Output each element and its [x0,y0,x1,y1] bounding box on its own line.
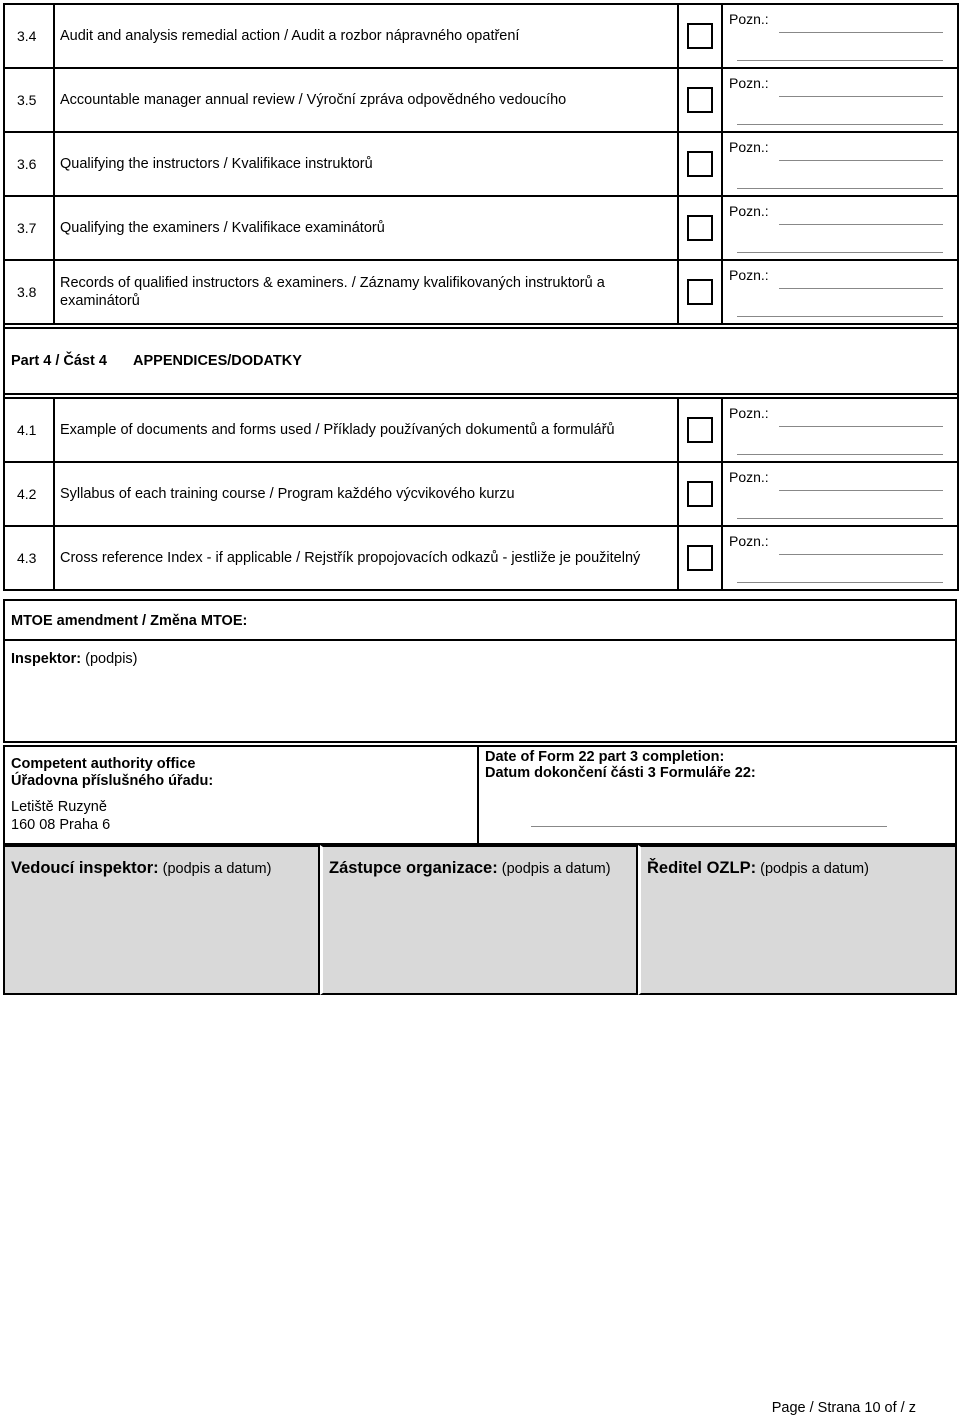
note-line [737,454,943,455]
item-number: 4.2 [4,462,54,526]
completion-title-en: Date of Form 22 part 3 completion: [485,749,725,765]
checklist-row [4,68,958,132]
item-number: 3.8 [4,260,54,324]
item-number: 4.1 [4,398,54,462]
note-field[interactable] [722,398,958,462]
completion-title-cz: Datum dokončení části 3 Formuláře 22: [485,765,756,781]
note-line [737,582,943,583]
signature-field[interactable] [638,845,957,995]
completion-date-field[interactable] [479,745,957,845]
note-line [737,316,943,317]
item-description: Example of documents and forms used / Příklady používaných dokumentů a formulářů [54,398,678,462]
item-description: Records of qualified instructors & examiners. / Záznamy kvalifikovaných instruktorů a examinátorů [54,260,678,324]
item-description: Audit and analysis remedial action / Audit a rozbor nápravného opatření [54,4,678,68]
item-checkbox[interactable] [687,279,713,305]
note-line [779,160,943,161]
rows-part3 [4,4,958,324]
signature-label: Zástupce organizace: [329,859,498,877]
checklist-row [4,462,958,526]
inspector-signature-field[interactable] [3,639,957,743]
item-number: 4.3 [4,526,54,590]
signature-row [3,845,957,995]
inspector-hint: (podpis) [85,651,138,667]
part4-header [4,328,958,394]
item-number: 3.7 [4,196,54,260]
item-description: Qualifying the instructors / Kvalifikace instruktorů [54,132,678,196]
note-line [737,124,943,125]
authority-title-cz: Úřadovna příslušného úřadu: [11,773,214,789]
checklist-row [4,196,958,260]
note-label: Pozn.: [729,203,769,219]
note-label: Pozn.: [729,11,769,27]
part4-title: APPENDICES/DODATKY [133,353,302,369]
checklist-row [4,132,958,196]
note-field[interactable] [722,68,958,132]
checklist-table [3,3,959,591]
item-checkbox[interactable] [687,87,713,113]
page-footer: Page / Strana 10 of / z [771,1400,916,1416]
mtoe-amendment: MTOE amendment / Změna MTOE: [3,599,957,641]
note-field[interactable] [722,4,958,68]
note-line [779,224,943,225]
item-checkbox[interactable] [687,417,713,443]
note-line [779,96,943,97]
rows-part4 [4,398,958,590]
item-description: Syllabus of each training course / Program každého výcvikového kurzu [54,462,678,526]
item-checkbox[interactable] [687,545,713,571]
item-checkbox[interactable] [687,481,713,507]
checklist-row [4,526,958,590]
note-line [779,490,943,491]
authority-address-2: 160 08 Praha 6 [11,817,111,833]
form-sheet [3,3,957,995]
item-description: Cross reference Index - if applicable / Rejstřík propojovacích odkazů - jestliže je použitelný [54,526,678,590]
item-checkbox[interactable] [687,151,713,177]
note-line [779,32,943,33]
note-field[interactable] [722,132,958,196]
note-field[interactable] [722,260,958,324]
authority-office [3,745,479,845]
signature-hint: (podpis a datum) [162,861,272,877]
note-line [779,426,943,427]
note-field[interactable] [722,462,958,526]
authority-title-en: Competent authority office [11,756,196,772]
checklist-row [4,398,958,462]
checklist-row [4,260,958,324]
item-number: 3.6 [4,132,54,196]
item-checkbox[interactable] [687,215,713,241]
item-checkbox[interactable] [687,23,713,49]
note-label: Pozn.: [729,469,769,485]
note-label: Pozn.: [729,139,769,155]
item-description: Qualifying the examiners / Kvalifikace examinátorů [54,196,678,260]
note-label: Pozn.: [729,405,769,421]
completion-date-line [531,826,887,827]
note-line [779,288,943,289]
note-field[interactable] [722,196,958,260]
item-description: Accountable manager annual review / Výroční zpráva odpovědného vedoucího [54,68,678,132]
inspector-label: Inspektor: [11,651,82,667]
authority-section [3,745,957,845]
signature-field[interactable] [320,845,638,995]
signature-label: Vedoucí inspektor: [11,859,159,877]
part4-label: Part 4 / Část 4 [11,353,107,369]
signature-hint: (podpis a datum) [501,861,611,877]
signature-hint: (podpis a datum) [760,861,869,877]
note-label: Pozn.: [729,533,769,549]
note-line [779,554,943,555]
item-number: 3.5 [4,68,54,132]
note-label: Pozn.: [729,267,769,283]
note-line [737,252,943,253]
signature-label: Ředitel OZLP: [647,859,757,877]
note-line [737,518,943,519]
note-line [737,188,943,189]
note-field[interactable] [722,526,958,590]
signature-field[interactable] [3,845,320,995]
note-line [737,60,943,61]
checklist-row [4,4,958,68]
item-number: 3.4 [4,4,54,68]
note-label: Pozn.: [729,75,769,91]
authority-address-1: Letiště Ruzyně [11,799,107,815]
